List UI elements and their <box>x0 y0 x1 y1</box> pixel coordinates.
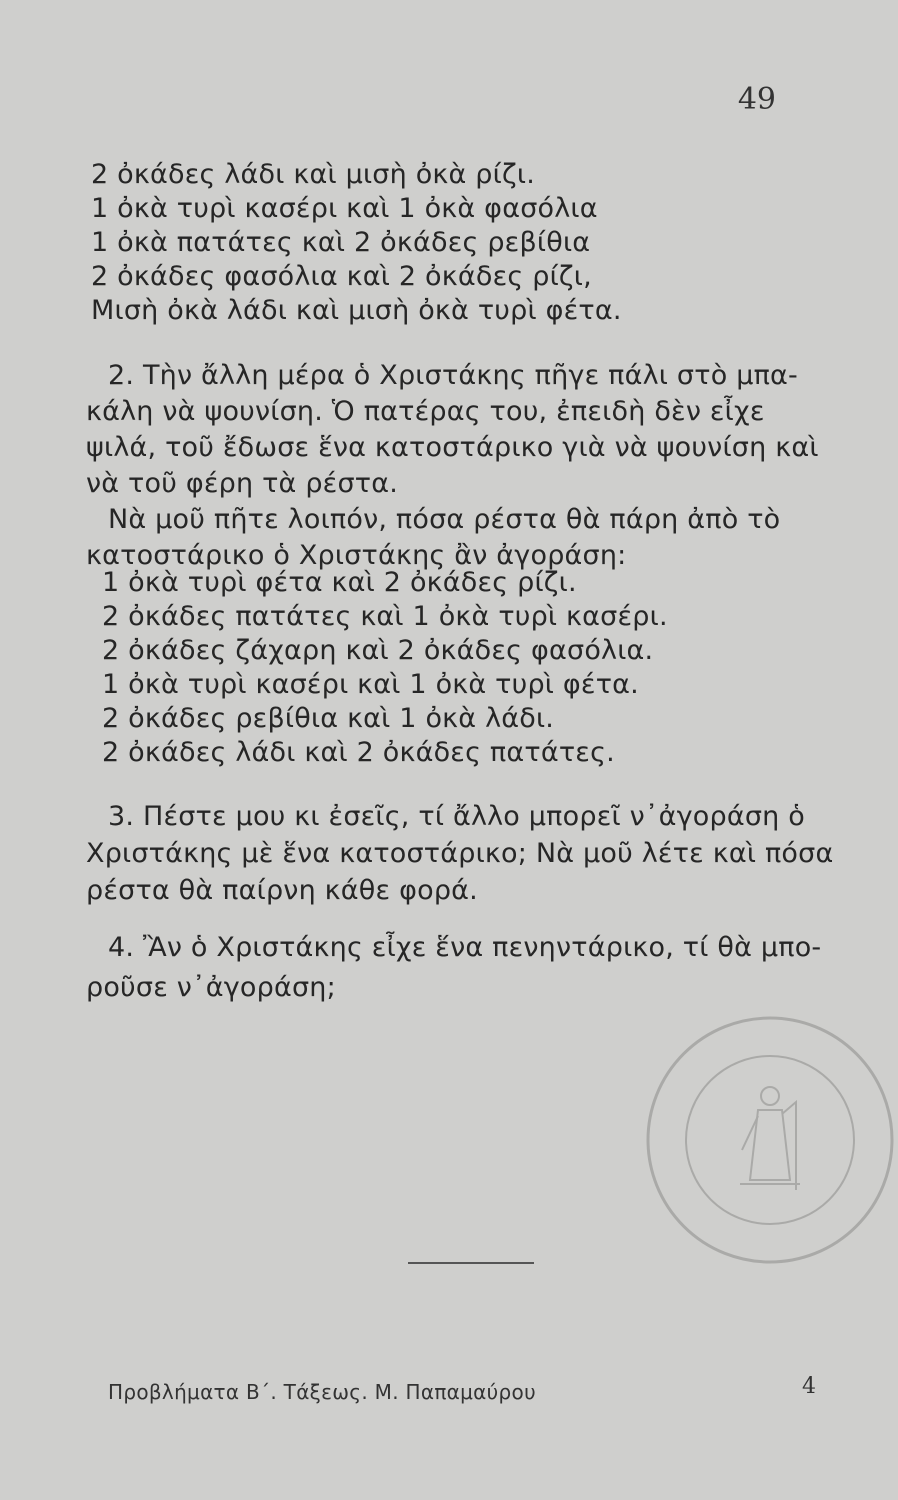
page-number: 49 <box>737 82 776 117</box>
list-item: 2 ὀκάδες ρεβίθια καὶ 1 ὀκὰ λάδι. <box>102 703 555 734</box>
shopping-list-b <box>86 566 821 770</box>
stamp-figure-icon <box>740 1087 800 1190</box>
text-line: Χριστάκης μὲ ἕνα κατοστάρικο; Νὰ μοῦ λέτε καὶ πόσα <box>86 838 834 869</box>
text-line: ψιλά, τοῦ ἔδωσε ἕνα κατοστάρικο γιὰ νὰ ψουνίση καὶ <box>86 432 819 463</box>
shopping-list-a <box>86 158 821 328</box>
footer-book-title: Προβλήματα Β΄. Τάξεως. Μ. Παπαμαύρου <box>108 1380 536 1404</box>
problem-2-paragraph <box>86 358 821 574</box>
list-item: 1 ὀκὰ τυρὶ κασέρι καὶ 1 ὀκὰ τυρὶ φέτα. <box>102 669 639 700</box>
text-line: ρέστα θὰ παίρνη κάθε φορά. <box>86 875 478 906</box>
footer-signature: 4 <box>802 1374 816 1399</box>
text-line: νὰ τοῦ φέρη τὰ ρέστα. <box>86 468 398 499</box>
list-item: 2 ὀκάδες λάδι καὶ μισὴ ὀκὰ ρίζι. <box>91 159 535 190</box>
library-stamp <box>640 1010 898 1270</box>
list-item: Μισὴ ὀκὰ λάδι καὶ μισὴ ὀκὰ τυρὶ φέτα. <box>91 295 622 326</box>
text-line: Νὰ μοῦ πῆτε λοιπόν, πόσα ρέστα θὰ πάρη ἀπὸ τὸ <box>108 504 781 535</box>
problem-3-paragraph <box>86 798 834 909</box>
list-item: 2 ὀκάδες πατάτες καὶ 1 ὀκὰ τυρὶ κασέρι. <box>102 601 668 632</box>
problem-4-paragraph <box>86 928 821 1008</box>
list-item: 2 ὀκάδες ζάχαρη καὶ 2 ὀκάδες φασόλια. <box>102 635 654 666</box>
list-item: 1 ὀκὰ τυρὶ κασέρι καὶ 1 ὀκὰ φασόλια <box>91 193 598 224</box>
list-item: 2 ὀκάδες λάδι καὶ 2 ὀκάδες πατάτες. <box>102 737 615 768</box>
stamp-inner-ring <box>686 1056 854 1224</box>
text-line: 4. Ἂν ὁ Χριστάκης εἶχε ἕνα πενηντάρικο, τί θὰ μπο- <box>108 932 822 963</box>
list-item: 1 ὀκὰ τυρὶ φέτα καὶ 2 ὀκάδες ρίζι. <box>102 567 577 598</box>
list-item: 1 ὀκὰ πατάτες καὶ 2 ὀκάδες ρεβίθια <box>91 227 591 258</box>
text-line: ροῦσε ν᾿ἀγοράση; <box>86 972 336 1003</box>
stamp-outer-ring <box>648 1018 892 1262</box>
text-line: 3. Πέστε μου κι ἐσεῖς, τί ἄλλο μπορεῖ ν᾿ἀγοράση ὁ <box>108 801 805 832</box>
list-item: 2 ὀκάδες φασόλια καὶ 2 ὀκάδες ρίζι, <box>91 261 592 292</box>
divider <box>408 1262 534 1264</box>
text-line: κατοστάρικο ὁ Χριστάκης ἂν ἀγοράση: <box>86 540 627 571</box>
text-line: 2. Τὴν ἄλλη μέρα ὁ Χριστάκης πῆγε πάλι στὸ μπα- <box>108 360 798 391</box>
text-line: κάλη νὰ ψουνίση. Ὁ πατέρας του, ἐπειδὴ δὲν εἶχε <box>86 396 765 427</box>
